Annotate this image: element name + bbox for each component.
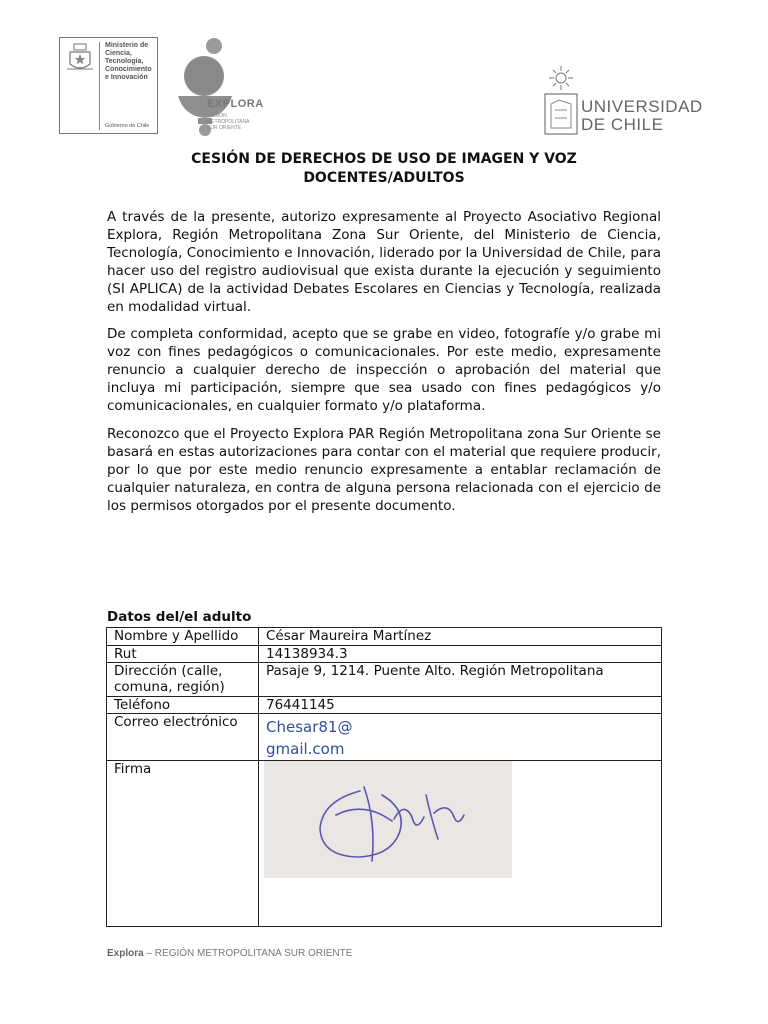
row-value-firma	[259, 761, 662, 927]
ministerio-text: Ministerio de Ciencia, Tecnología, Conocimiento e Innovación	[105, 42, 152, 81]
universidad-crest-icon	[543, 64, 579, 136]
handwritten-signature-icon	[264, 761, 512, 878]
chile-crest-icon	[64, 42, 96, 76]
gobierno-label: Gobierno de Chile	[105, 123, 150, 129]
table-row	[107, 697, 662, 714]
row-label-correo: Correo electrónico	[107, 714, 259, 761]
logo-divider	[99, 42, 100, 130]
paragraph-conformity: De completa conformidad, acepto que se grabe en video, fotografíe y/o grabe mi voz con fines pedagógicos o comunicacionales. Por este medio, expresamente renuncio a cualquier derecho de inspección o aprobación del material que incluya mi participación, siempre que sea usado con fines pedagógicos y/o comunicacionales, en cualquier formato y/o plataforma.	[107, 326, 661, 414]
table-row	[107, 628, 662, 646]
row-value-rut: 14138934.3	[259, 646, 662, 663]
footer-brand: Explora	[107, 948, 144, 959]
row-label-nombre: Nombre y Apellido	[107, 628, 259, 646]
table-row	[107, 761, 662, 927]
explora-subtitle: REGIÓN METROPOLITANA SUR ORIENTE	[207, 113, 250, 131]
universidad-de-chile-logo	[543, 64, 713, 136]
title-line-2: DOCENTES/ADULTOS	[303, 170, 465, 186]
signature-image	[264, 761, 512, 878]
row-value-direccion: Pasaje 9, 1214. Puente Alto. Región Metropolitana	[259, 663, 662, 697]
email-part-2: gmail.com	[266, 740, 345, 758]
title-line-1: CESIÓN DE DERECHOS DE USO DE IMAGEN Y VOZ	[191, 151, 577, 167]
email-part-1: Chesar81@	[266, 718, 353, 736]
row-label-direccion: Dirección (calle, comuna, región)	[107, 663, 259, 697]
explora-logo	[176, 36, 286, 136]
adult-data-table	[106, 627, 662, 927]
row-label-rut: Rut	[107, 646, 259, 663]
footer-text: – REGIÓN METROPOLITANA SUR ORIENTE	[143, 948, 353, 959]
table-title: Datos del/el adulto	[107, 609, 252, 625]
row-value-nombre: César Maureira Martínez	[259, 628, 662, 646]
table-row	[107, 663, 662, 697]
document-title	[107, 150, 661, 188]
row-value-correo	[259, 714, 662, 761]
universidad-wordmark: UNIVERSIDAD DE CHILE	[581, 97, 703, 134]
row-label-firma: Firma	[107, 761, 259, 927]
row-value-telefono: 76441145	[259, 697, 662, 714]
page-footer	[107, 948, 352, 959]
paragraph-authorization: A través de la presente, autorizo expresamente al Proyecto Asociativo Regional Explora, Región Metropolitana Zona Sur Oriente, del Ministerio de Ciencia, Tecnología, Conocimiento e Innovación, liderado por la Universidad de Chile, para hacer uso del registro audiovisual que exista durante la ejecución y seguimiento (SI APLICA) de la actividad Debates Escolares en Ciencias y Tecnología, realizada en modalidad virtual.	[107, 209, 661, 315]
paragraph-acknowledgment: Reconozco que el Proyecto Explora PAR Región Metropolitana zona Sur Oriente se basará en estas autorizaciones para contar con el material que requiere producir, por lo que por este medio renuncio expresamente a entablar reclamación de cualquier naturaleza, en contra de alguna persona relacionada con el ejercicio de los permisos otorgados por el presente documento.	[107, 426, 661, 514]
ministerio-logo	[59, 37, 158, 134]
row-label-telefono: Teléfono	[107, 697, 259, 714]
explora-wordmark: EXPLORA	[207, 98, 264, 110]
table-row	[107, 646, 662, 663]
table-row	[107, 714, 662, 761]
